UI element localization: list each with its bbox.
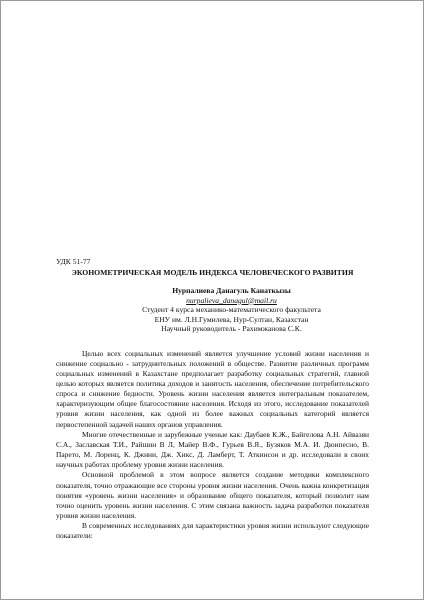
body-paragraph-2: Многие отечественные и зарубежные ученые как: Даубаев К.Ж., Байгелова А.Н. Айвазян С.А., Заславская Т.И., Райшин В Л, Майер В.Ф., Гурьев В.Я., Бузяков М.А. И. Дюипесно, В. Парето, М. Лоренц, К. Джини, Дж. Хикс, Д. Ламберт, Т. Аткинсон и др. исследовали в своих научных работах проблему уровня жизни населения. bbox=[56, 429, 369, 470]
body-paragraph-1: Целью всех социальных изменений является улучшение условий жизни населения и снижение социально - затруднительных положений в обществе. Развитие различных программ социальных изменений в Казахстане предполагает разработку социальных стратегий, главной целью которых является политика доходов и занятость населения, обеспечение потребительского спроса и снижение бедности. Уровень жизни населения является интегральным показателем, характеризующим общее благосостояние населения. Исходя из этого, исследование показателей уровня жизни населения, как одной из более важных социальных категорий является первостепенной задачей наших органов управления. bbox=[56, 348, 369, 429]
author-affiliation-line-2: ЕНУ им. Л.Н.Гумилева, Нур-Султан, Казахстан bbox=[154, 314, 309, 324]
author-affiliation-line-1: Студент 4 курса механико-математического факультета bbox=[142, 305, 321, 314]
article-body bbox=[56, 349, 369, 542]
udk-code: УДК 51-77 bbox=[56, 257, 91, 266]
body-paragraph-3: Основной проблемой в этом вопросе является создание методики комплексного показателя, точно отражающие все стороны уровня жизни населения. Очень важна конкретизация понятия «уровень жизни населения» и образование общего показателя, который позволит нам точно оценить уровень жизни населения. С этим связана важность задача разработки показателя уровня жизни населения. bbox=[56, 470, 369, 520]
author-supervisor: Научный руководитель - Рахимжанова С.К. bbox=[161, 324, 302, 333]
article-title: ЭКОНОМЕТРИЧЕСКАЯ МОДЕЛЬ ИНДЕКСА ЧЕЛОВЕЧЕСКОГО РАЗВИТИЯ bbox=[71, 268, 354, 277]
author-block bbox=[56, 286, 369, 334]
body-paragraph-4: В современных исследованиях для характеристики уровня жизни используют следующие показатели: bbox=[56, 521, 369, 541]
author-name: Нурпалиева Данагуль Канаткызы bbox=[172, 286, 291, 295]
author-email-link[interactable]: nurpalieva_danagul@mail.ru bbox=[186, 295, 277, 305]
document-content bbox=[56, 257, 369, 541]
